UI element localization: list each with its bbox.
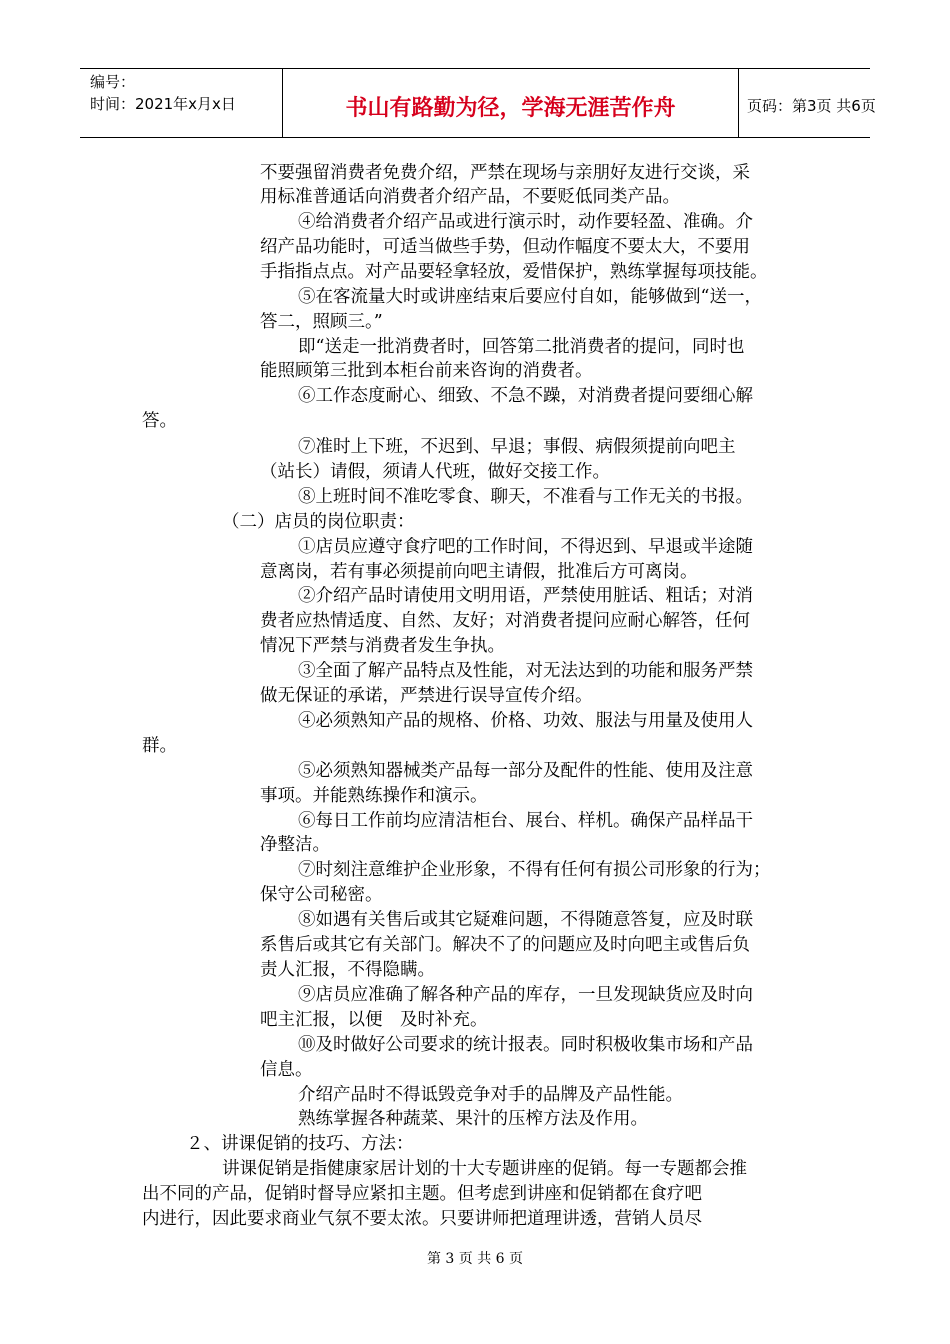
text-line: 群。 [142, 736, 177, 756]
text-line: 费者应热情适度、自然、友好；对消费者提问应耐心解答，任何 [260, 611, 750, 631]
text-line: 答二，照顾三。” [260, 312, 383, 332]
text-line: 责人汇报，不得隐瞒。 [260, 960, 435, 980]
text-line: 用标准普通话向消费者介绍产品，不要贬低同类产品。 [260, 187, 680, 207]
header-page-cell [739, 69, 876, 137]
text-line: 介绍产品时不得诋毁竞争对手的品牌及产品性能。 [298, 1085, 683, 1105]
text-line: 讲课促销是指健康家居计划的十大专题讲座的促销。每一专题都会推 [222, 1159, 747, 1179]
text-line: 熟练掌握各种蔬菜、果汁的压榨方法及作用。 [298, 1109, 648, 1129]
text-line: 净整洁。 [260, 835, 330, 855]
text-line: 保守公司秘密。 [260, 885, 383, 905]
header-page-info: 页码：第3页 共6页 [747, 97, 876, 115]
text-line: 即“送走一批消费者时，回答第二批消费者的提问，同时也 [298, 337, 745, 357]
text-line: ⑤必须熟知器械类产品每一部分及配件的性能、使用及注意 [298, 761, 753, 781]
text-line: 吧主汇报，以便 及时补充。 [260, 1010, 488, 1030]
text-line: 答。 [142, 411, 177, 431]
text-line: 做无保证的承诺，严禁进行误导宣传介绍。 [260, 686, 593, 706]
text-line: 内进行，因此要求商业气氛不要太浓。只要讲师把道理讲透，营销人员尽 [142, 1209, 702, 1229]
text-line: ①店员应遵守食疗吧的工作时间，不得迟到、早退或半途随 [298, 537, 753, 557]
text-line: 手指指点点。对产品要轻拿轻放，爱惜保护，熟练掌握每项技能。 [260, 262, 768, 282]
section-heading: ２、讲课促销的技巧、方法： [186, 1134, 414, 1154]
text-line: 出不同的产品，促销时督导应紧扣主题。但考虑到讲座和促销都在食疗吧 [142, 1184, 702, 1204]
text-line: 绍产品功能时，可适当做些手势，但动作幅度不要太大，不要用 [260, 237, 750, 257]
text-line: 意离岗，若有事必须提前向吧主请假，批准后方可离岗。 [260, 562, 698, 582]
text-line: ⑦准时上下班，不迟到、早退；事假、病假须提前向吧主 [298, 437, 736, 457]
text-line: ⑩及时做好公司要求的统计报表。同时积极收集市场和产品 [298, 1035, 753, 1055]
doc-date-label: 时间：2021年x月x日 [90, 95, 236, 113]
header-motto-cell [282, 69, 739, 137]
text-line: ⑧如遇有关售后或其它疑难问题，不得随意答复，应及时联 [298, 910, 753, 930]
header-meta [80, 69, 280, 137]
text-line: 系售后或其它有关部门。解决不了的问题应及时向吧主或售后负 [260, 935, 750, 955]
text-line: ⑤在客流量大时或讲座结束后要应付自如，能够做到“送一， [298, 287, 762, 307]
text-line: ⑨店员应准确了解各种产品的库存，一旦发现缺货应及时向 [298, 985, 753, 1005]
text-line: ⑥每日工作前均应清洁柜台、展台、样机。确保产品样品干 [298, 811, 753, 831]
page-footer: 第 3 页 共 6 页 [426, 1251, 524, 1267]
text-line: 能照顾第三批到本柜台前来咨询的消费者。 [260, 361, 593, 381]
text-line: 不要强留消费者免费介绍，严禁在现场与亲朋好友进行交谈，采 [260, 163, 750, 183]
text-line: ⑥工作态度耐心、细致、不急不躁，对消费者提问要细心解 [298, 386, 753, 406]
header-motto: 书山有路勤为径，学海无涯苦作舟 [345, 96, 676, 121]
text-line: ④给消费者介绍产品或进行演示时，动作要轻盈、准确。介 [298, 212, 753, 232]
section-heading: （二）店员的岗位职责： [222, 512, 415, 532]
page-header [80, 68, 876, 138]
text-line: ④必须熟知产品的规格、价格、功效、服法与用量及使用人 [298, 711, 753, 731]
text-line: 信息。 [260, 1060, 313, 1080]
text-line: ⑦时刻注意维护企业形象，不得有任何有损公司形象的行为； [298, 860, 771, 880]
text-line: ②介绍产品时请使用文明用语，严禁使用脏话、粗话；对消 [298, 586, 753, 606]
text-line: 事项。并能熟练操作和演示。 [260, 786, 488, 806]
doc-number-label: 编号： [90, 73, 136, 91]
text-line: 情况下严禁与消费者发生争执。 [260, 636, 505, 656]
text-line: （站长）请假，须请人代班，做好交接工作。 [260, 462, 610, 482]
text-line: ⑧上班时间不准吃零食、聊天，不准看与工作无关的书报。 [298, 487, 753, 507]
text-line: ③全面了解产品特点及性能，对无法达到的功能和服务严禁 [298, 661, 753, 681]
